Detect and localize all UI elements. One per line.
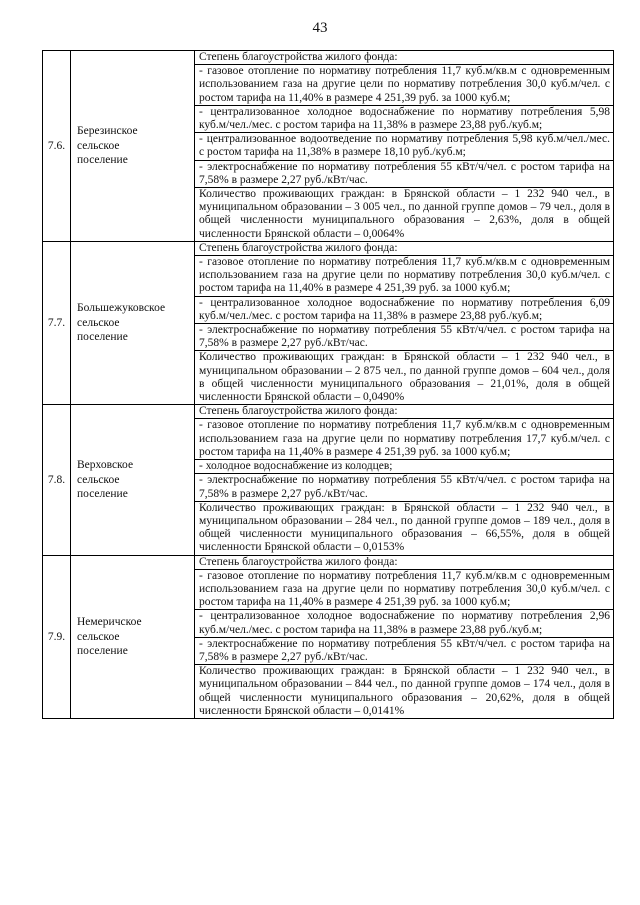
utility-item: - газовое отопление по нормативу потребления 11,7 куб.м/кв.м с одновременным использованием газа на другие цели по нормативу потребления 30,0 куб.м/чел. с ростом тарифа на 11,40% в размере 4 251,39 руб. за 1000 куб.м; (195, 255, 613, 296)
description-cell (195, 241, 614, 404)
utility-item: - централизованное холодное водоснабжение по нормативу потребления 5,98 куб.м/чел./мес. с ростом тарифа на 11,38% в размере 23,88 руб./куб.м; (195, 105, 613, 132)
settlement-name-line: Большежуковское (77, 302, 166, 315)
page-number: 43 (312, 20, 328, 36)
settlement-name-line: поселение (77, 488, 128, 501)
amenities-heading: Степень благоустройства жилого фонда: (199, 555, 398, 568)
settlement-name-line: Немеричское (77, 616, 142, 629)
utility-item: - электроснабжение по нормативу потребления 55 кВт/ч/чел. с ростом тарифа на 7,58% в размере 2,27 руб./кВт/час. (195, 637, 613, 664)
row-number: 7.7. (43, 241, 71, 404)
settlement-name-line: поселение (77, 154, 128, 167)
utility-item: - электроснабжение по нормативу потребления 55 кВт/ч/чел. с ростом тарифа на 7,58% в размере 2,27 руб./кВт/час. (195, 160, 613, 187)
description-cell (195, 405, 614, 555)
description-cell (195, 555, 614, 718)
settlement-name-line: поселение (77, 331, 128, 344)
table-row (43, 51, 614, 242)
utility-item: - централизованное холодное водоснабжение по нормативу потребления 2,96 куб.м/чел./мес. с ростом тарифа на 11,38% в размере 23,88 руб./куб.м; (195, 609, 613, 636)
utility-item: - газовое отопление по нормативу потребления 11,7 куб.м/кв.м с одновременным использованием газа на другие цели по нормативу потребления 30,0 куб.м/чел. с ростом тарифа на 11,40% в размере 4 251,39 руб. за 1000 куб.м; (195, 64, 613, 105)
utility-item: - электроснабжение по нормативу потребления 55 кВт/ч/чел. с ростом тарифа на 7,58% в размере 2,27 руб./кВт/час. (195, 323, 613, 350)
table-row (43, 555, 614, 718)
utility-item: - газовое отопление по нормативу потребления 11,7 куб.м/кв.м с одновременным использованием газа на другие цели по нормативу потребления 17,7 куб.м/чел. с ростом тарифа на 11,40% в размере 4 251,39 руб. за 1000 куб.м; (195, 418, 613, 459)
settlement-name-line: Березинское (77, 125, 138, 138)
settlement-name-line: поселение (77, 644, 128, 657)
settlement-name-line: Верховское (77, 459, 134, 472)
population-info: Количество проживающих граждан: в Брянской области – 1 232 940 чел., в муниципальном образовании – 844 чел., по данной группе домов – 174 чел., доля в общей численности муниципального образования – 20,62%, доля в общей численности Брянской области – 0,0141% (195, 664, 613, 718)
settlement-name-cell (71, 555, 195, 718)
utility-item: - холодное водоснабжение из колодцев; (195, 459, 613, 473)
description-cell (195, 51, 614, 242)
utility-item: - централизованное водоотведение по нормативу потребления 5,98 куб.м/чел./мес. с ростом тарифа на 11,38% в размере 18,10 руб./куб.м; (195, 132, 613, 159)
amenities-heading: Степень благоустройства жилого фонда: (199, 241, 398, 254)
settlement-name-cell (71, 51, 195, 242)
amenities-heading: Степень благоустройства жилого фонда: (199, 405, 398, 418)
settlement-name-cell (71, 241, 195, 404)
population-info: Количество проживающих граждан: в Брянской области – 1 232 940 чел., в муниципальном образовании – 3 005 чел., по данной группе домов – 79 чел., доля в общей численности муниципального образования – 2,63%, доля в общей численности Брянской области – 0,0064% (195, 187, 613, 241)
table-row (43, 241, 614, 404)
settlement-name-line: сельское (77, 139, 120, 152)
utility-item: - электроснабжение по нормативу потребления 55 кВт/ч/чел. с ростом тарифа на 7,58% в размере 2,27 руб./кВт/час. (195, 473, 613, 500)
utility-item: - централизованное холодное водоснабжение по нормативу потребления 6,09 куб.м/чел./мес. с ростом тарифа на 11,38% в размере 23,88 руб./куб.м; (195, 296, 613, 323)
amenities-heading: Степень благоустройства жилого фонда: (199, 51, 398, 63)
row-number: 7.6. (43, 51, 71, 242)
utility-item: - газовое отопление по нормативу потребления 11,7 куб.м/кв.м с одновременным использованием газа на другие цели по нормативу потребления 30,0 куб.м/чел. с ростом тарифа на 11,40% в размере 4 251,39 руб. за 1000 куб.м; (195, 569, 613, 610)
population-info: Количество проживающих граждан: в Брянской области – 1 232 940 чел., в муниципальном образовании – 2 875 чел., по данной группе домов – 604 чел., доля в общей численности муниципального образования – 21,01%, доля в общей численности Брянской области – 0,0490% (195, 350, 613, 404)
row-number: 7.9. (43, 555, 71, 718)
row-number: 7.8. (43, 405, 71, 555)
settlement-name-line: сельское (77, 630, 120, 643)
population-info: Количество проживающих граждан: в Брянской области – 1 232 940 чел., в муниципальном образовании – 284 чел., по данной группе домов – 189 чел., доля в общей численности муниципального образования – 66,55%, доля в общей численности Брянской области – 0,0153% (195, 501, 613, 555)
settlement-name-line: сельское (77, 473, 120, 486)
table-row (43, 405, 614, 555)
settlement-name-cell (71, 405, 195, 555)
settlements-table (42, 50, 614, 719)
settlement-name-line: сельское (77, 316, 120, 329)
